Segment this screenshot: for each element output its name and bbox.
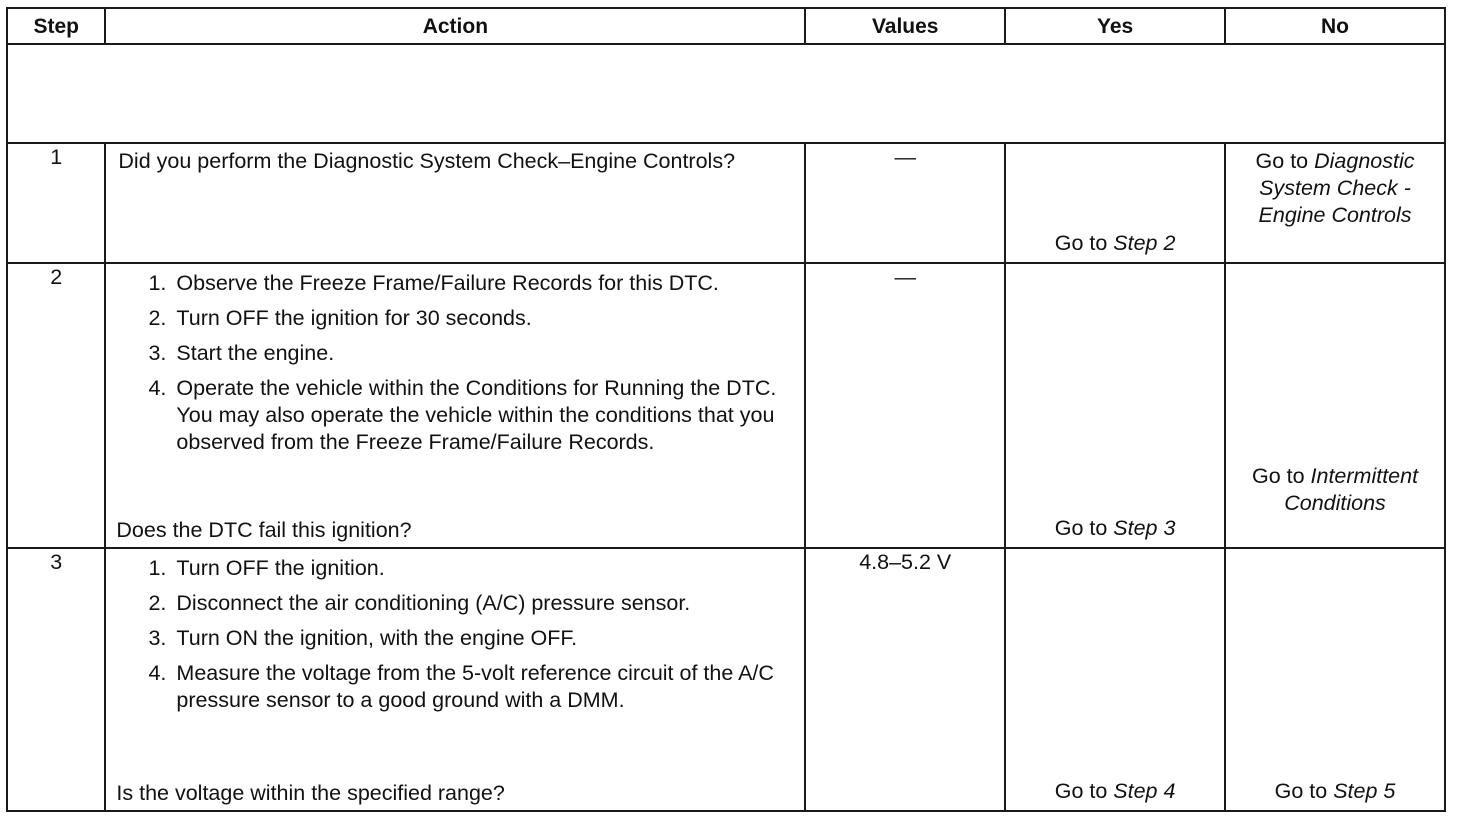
value-cell: 4.8–5.2 V xyxy=(805,548,1005,811)
action-question: Is the voltage within the specified range? xyxy=(116,781,505,805)
yes-link[interactable]: Go to Step 4 xyxy=(1054,779,1176,803)
header-action: Action xyxy=(105,8,805,44)
blank-row xyxy=(7,44,1445,143)
no-link[interactable]: Go to Diagnostic System Check - Engine Controls xyxy=(1255,149,1415,227)
list-item: 1. Observe the Freeze Frame/Failure Records for this DTC. xyxy=(148,271,719,295)
list-item: 4. Measure the voltage from the 5-volt reference circuit of the A/C pressure sensor to a good ground with a DMM. xyxy=(148,661,774,712)
list-item: 1. Turn OFF the ignition. xyxy=(148,556,385,580)
table-row xyxy=(7,263,1445,548)
header-step: Step xyxy=(7,8,105,44)
blank-cell xyxy=(7,44,1445,143)
value-cell: — xyxy=(805,143,1005,263)
list-item: 4. Operate the vehicle within the Conditions for Running the DTC. You may also operate the vehicle within the conditions that you observed from the Freeze Frame/Failure Records. xyxy=(148,376,777,454)
list-item: 3. Start the engine. xyxy=(148,341,335,365)
table-row xyxy=(7,143,1445,263)
yes-cell xyxy=(1005,143,1225,263)
step-number: 1 xyxy=(7,143,105,263)
yes-link[interactable]: Go to Step 3 xyxy=(1054,516,1176,540)
header-yes: Yes xyxy=(1005,8,1225,44)
header-no: No xyxy=(1225,8,1445,44)
action-cell xyxy=(105,263,805,548)
list-item: 3. Turn ON the ignition, with the engine OFF. xyxy=(148,626,578,650)
action-cell xyxy=(105,548,805,811)
action-question: Does the DTC fail this ignition? xyxy=(116,518,412,542)
no-cell xyxy=(1225,263,1445,548)
step-number: 3 xyxy=(7,548,105,811)
table-row xyxy=(7,548,1445,811)
header-values: Values xyxy=(805,8,1005,44)
action-text: Did you perform the Diagnostic System Check–Engine Controls? xyxy=(118,149,736,173)
action-steps xyxy=(106,549,804,714)
action-cell xyxy=(105,143,805,263)
action-steps xyxy=(106,264,804,456)
step-number: 2 xyxy=(7,263,105,548)
no-link[interactable]: Go to Intermittent Conditions xyxy=(1251,464,1419,515)
yes-link[interactable]: Go to Step 2 xyxy=(1054,231,1176,255)
no-cell xyxy=(1225,143,1445,263)
list-item: 2. Turn OFF the ignition for 30 seconds. xyxy=(148,306,532,330)
yes-cell xyxy=(1005,263,1225,548)
no-link[interactable]: Go to Step 5 xyxy=(1274,779,1396,803)
header-row xyxy=(7,8,1445,44)
list-item: 2. Disconnect the air conditioning (A/C) pressure sensor. xyxy=(148,591,691,615)
yes-cell xyxy=(1005,548,1225,811)
no-cell xyxy=(1225,548,1445,811)
diagnostic-table xyxy=(6,7,1446,812)
value-cell: — xyxy=(805,263,1005,548)
